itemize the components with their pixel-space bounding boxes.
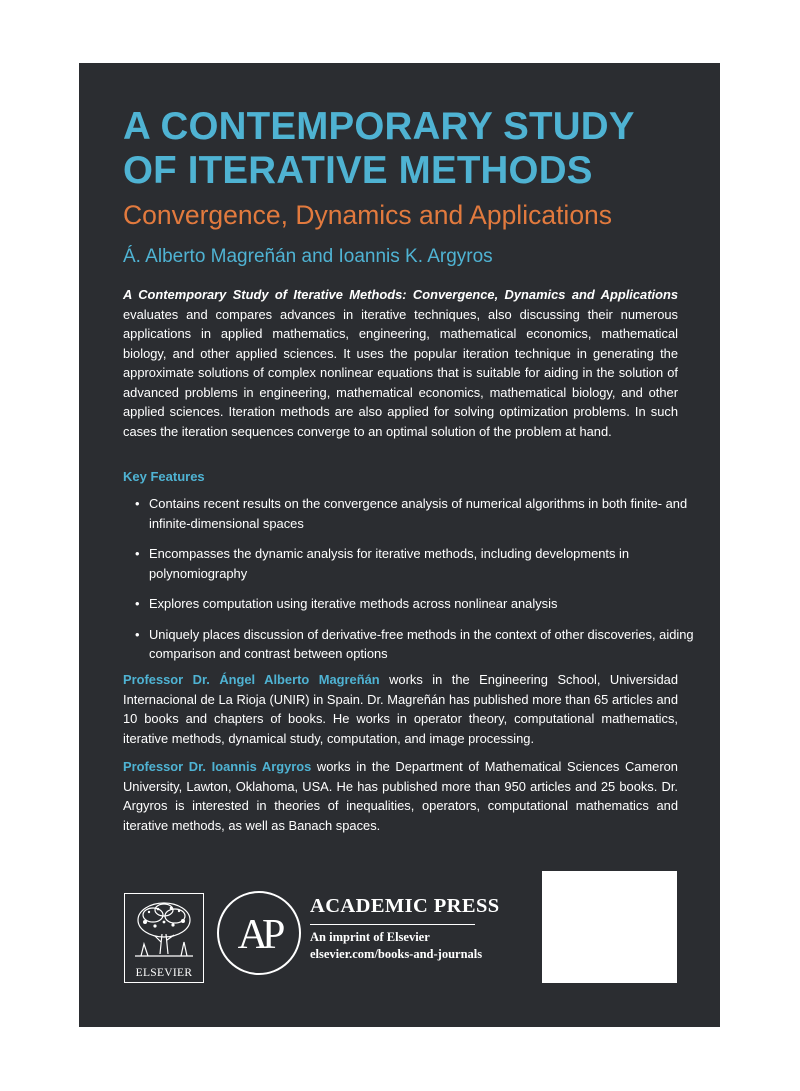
elsevier-wordmark: ELSEVIER [135,967,193,979]
book-back-cover [79,63,720,1027]
key-feature-item: • Encompasses the dynamic analysis for iterative methods, including developments in polynomiography [135,544,695,583]
publisher-name: ACADEMIC PRESS [310,895,500,917]
author-bio-name: Professor Dr. Ángel Alberto Magreñán [123,672,380,687]
title-line-1: A CONTEMPORARY STUDY [123,105,635,148]
title-line-2: OF ITERATIVE METHODS [123,149,593,192]
author-bio-argyros [123,757,678,835]
key-features-heading: Key Features [123,469,205,484]
book-description [123,285,678,441]
key-feature-item: • Explores computation using iterative methods across nonlinear analysis [135,594,695,614]
elsevier-tree-icon [131,898,197,964]
academic-press-logo [217,891,301,975]
ap-monogram-icon [219,893,298,972]
elsevier-logo [124,893,204,983]
book-subtitle: Convergence, Dynamics and Applications [123,200,613,230]
barcode-area [542,871,677,983]
description-lead: A Contemporary Study of Iterative Methods: Convergence, Dynamics and Applications [123,287,678,302]
description-body: evaluates and compares advances in iterative techniques, also discussing their numerous applications in applied mathematics, engineering, mathematical economics, mathematical biology, and other applied sciences. It uses the popular iteration technique in generating the approximate solutions of complex nonlinear equations that is suitable for aiding in the solution of advanced problems in engineering, mathematical economics, mathematical biology, and other applied sciences. Iteration methods are also applied for solving optimization problems. In such cases the iteration sequences converge to an optimal solution of the problem at hand. [123,306,678,439]
author-bio-text: works in the Department of Mathematical Sciences Cameron University, Lawton, Oklahoma, USA. He has published more than 950 articles and 25 books. Dr. Argyros is interested in theories of inequalities, operators, computational mathematics and iterative methods, as well as Banach spaces. [123,759,678,833]
publisher-imprint: An imprint of Elsevier [310,930,430,944]
key-feature-item: • Uniquely places discussion of derivative-free methods in the context of other discoveries, aiding comparison and contrast between options [135,625,695,664]
author-bio-name: Professor Dr. Ioannis Argyros [123,759,312,774]
publisher-divider [310,924,475,925]
book-title [123,105,635,193]
author-bio-text: works in the Engineering School, Universidad Internacional de La Rioja (UNIR) in Spain. Dr. Magreñán has published more than 65 articles and 10 books and chapters of books. He works in operator theory, computational mathematics, iterative methods, dynamical study, computation, and image processing. [123,672,678,746]
author-bio-magrenan [123,670,678,748]
ap-letters: AP [237,912,280,958]
book-authors: Á. Alberto Magreñán and Ioannis K. Argyros [123,246,493,267]
key-features-list [135,494,695,675]
key-feature-item: • Contains recent results on the convergence analysis of numerical algorithms in both finite- and infinite-dimensional spaces [135,494,695,533]
publisher-url: elsevier.com/books-and-journals [310,947,483,961]
